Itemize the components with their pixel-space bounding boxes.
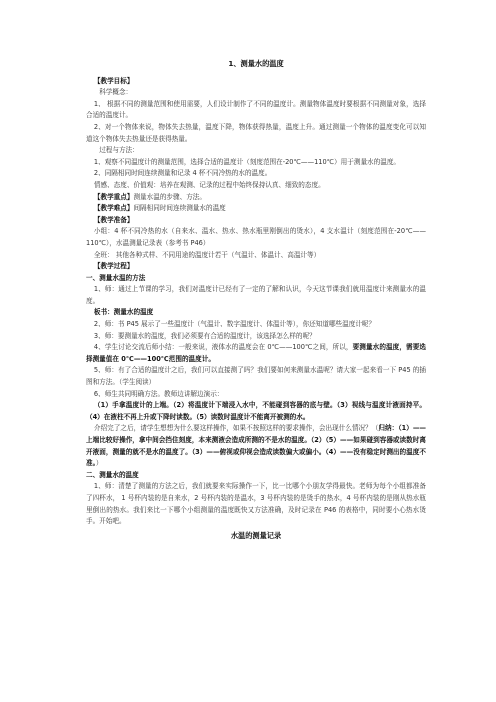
objectives-heading: 【教学目标】 <box>93 76 134 85</box>
reason-close: ） <box>95 459 103 468</box>
measurement-steps: （1）手拿温度计的上端。（2）将温度计下端浸入水中，不能碰到容器的底与壁。（3）视线与温度计液面持平。（4）在液柱不再上升或下降时读数。（5）读数时温度计不能离开被测的水。 <box>86 401 426 421</box>
process-label: 过程与方法： <box>99 146 139 155</box>
section1-paragraph-6: 6、师生共同明确方法。教师边讲解边演示： <box>93 389 224 398</box>
board-writing: 板书：测量水的温度 <box>93 308 154 317</box>
difficult-point <box>86 203 426 215</box>
paragraph-4-text: 4、学生讨论交流后师小结：一般来说，液体水的温度会在 0℃——100℃之间，所以， <box>93 343 353 352</box>
section1-paragraph-4 <box>86 342 426 365</box>
record-table-title: 水温的测量记录 <box>230 530 282 540</box>
concept-item-2: 2、对一个物体来说，物体失去热量，温度下降，物体获得热量，温度上升。通过测量一个物体的温度变化可以知道这个物体失去热量还是获得热量。 <box>86 122 426 143</box>
emotion-goal: 情感、态度、价值观：培养在观测、记录的过程中始终保持认真、细致的态度。 <box>93 180 325 189</box>
section2-paragraph-1: 1、师：清楚了测量的方法之后，我们就要来实际操作一下，比一比哪个小朋友学得最快。老师为每个小组都准备了四杯水， 1 号杯内装的是自来水，2 号杯内装的是温水，3 号杯内装的是烫手的热水，4 号杯内装的是刚从热水瓶里倒出的热水。我们来比一下哪个小组测量的温度既快又方法准确，及时记录在 P46 的表格中，同时要小心热水烫手。开始吧。 <box>86 482 426 526</box>
key-point-text: 测量水温的步骤、方法。 <box>133 192 206 201</box>
difficult-point-label: 【教学难点】 <box>93 204 134 213</box>
paragraph-4-emphasis: 要测量水的温度，需要选择测量值在 0℃——100℃范围的温度计。 <box>86 343 426 363</box>
reason-summary: 归纳：（1）——上端比较好操作，拿中间会挡住刻度，本来测液会造成所测的不是水的温度。（2）（5）——如果碰到容器或读数时离开液面，测量的就不是水的温度了。（3）——俯视或仰视会造成读数偏大或偏小。（4）——没有稳定时测出的温度不准。 <box>86 424 427 468</box>
concept-label: 科学概念： <box>99 88 133 97</box>
reason-intro: 介绍完了之后，请学生想想为什么要这样操作，如果不按照这样的要求操作，会出现什么情况？（ <box>93 424 379 433</box>
preparation-heading: 【教学准备】 <box>93 215 134 224</box>
key-point-label: 【教学重点】 <box>93 192 134 201</box>
section-heading-2: 二、测量水的温度 <box>86 470 139 479</box>
section1-paragraph-1: 1、师：通过上节课的学习，我们对温度计已经有了一定的了解和认识，今天这节课我们就用温度计来测量水的温度。 <box>86 285 426 305</box>
key-point <box>86 192 426 204</box>
preparation-class: 全班： 其他各种式样、不同用途的温度计若干（气温计、体温计、高温计等） <box>93 250 321 259</box>
preparation-group: 小组：4 杯不同冷热的水（自来水、温水、热水、热水瓶里刚倒出的烫水），4 支水温计（刻度范围在-20℃——110℃），水温测量记录表（参考书 P46） <box>86 227 426 247</box>
process-item-1: 1、观察不同温度计的测量范围，选择合适的温度计（刻度范围在-20℃——110℃）用于测量水的温度。 <box>93 157 401 166</box>
section1-paragraph-5: 5、师：有了合适的温度计之后，我们可以直接测了吗？我们要如何来测量水温呢？请大家一起来看一下 P45 的插图和方法。（学生阅读） <box>86 366 426 387</box>
section-heading-1: 一、测量水温的方法 <box>86 273 146 282</box>
difficult-point-text: 间隔相同时间连续测量水的温度 <box>133 204 226 213</box>
process-item-2: 2、同隔相同时间连续测量和记录 4 杯不同冷热的水的温度。 <box>93 169 272 178</box>
section1-paragraph-2: 2、师：书 P45 展示了一些温度计（气温计、数字温度计、体温计等），你还知道哪些温度计呢？ <box>93 320 376 329</box>
section1-paragraph-3: 3、师：要测量水的温度，我们必须要有合适的温度计，该选择怎么样的呢？ <box>93 331 316 340</box>
reason-paragraph <box>86 423 426 469</box>
page-title: 1、测量水的温度 <box>228 59 284 68</box>
concept-item-1: 1、 根据不同的测量范围和使用需要，人们设计制作了不同的温度计。测量物体温度时要根据不同测量对象，选择合适的温度计。 <box>86 99 426 120</box>
process-heading: 【教学过程】 <box>93 262 134 271</box>
